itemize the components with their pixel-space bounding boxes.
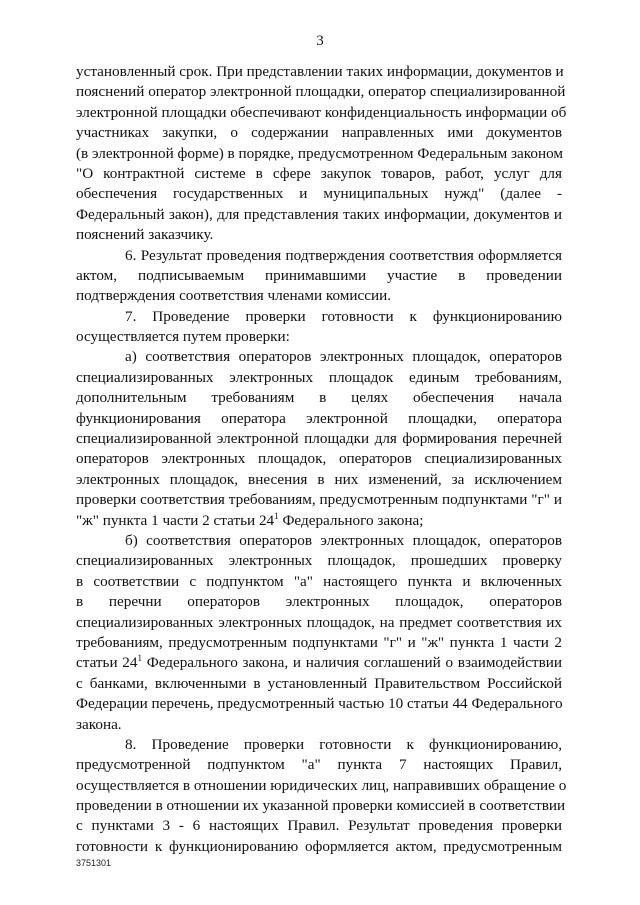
superscript-mark: 1 [274, 510, 279, 521]
text-line: специализированных электронных площадок, прошедших проверку [76, 552, 562, 570]
text-line: подтверждения соответствия членами комиссии. [76, 287, 392, 305]
page-number: 3 [316, 33, 324, 49]
text-line: проверки соответствия требованиям, предусмотренным подпунктами "г" и [76, 491, 562, 509]
text-line: дополнительным требованиям в целях обеспечения начала [76, 389, 562, 407]
text-segment: Федерального закона, и наличия соглашений о взаимодействии [142, 654, 562, 672]
text-line: закона. [76, 715, 122, 733]
text-line: "О контрактной системе в сфере закупок товаров, работ, услуг для [76, 164, 562, 182]
text-segment: статьи 24 [76, 654, 138, 672]
text-line: электронных площадок, внесения в них изменений, за исключением [76, 470, 562, 488]
text-line: пояснений оператор электронной площадки, оператор специализированной [76, 83, 566, 101]
text-line: специализированных электронных площадок единым требованиям, [76, 368, 562, 386]
document-code: 3751301 [76, 858, 112, 868]
text-line: осуществляется в отношении юридических лиц, направивших обращение о [76, 776, 567, 794]
subparagraph-b-start: б) соответствия операторов электронных площадок, операторов [125, 531, 562, 549]
text-line: электронной площадки обеспечивают конфиденциальность информации об [76, 103, 567, 121]
text-line: специализированных электронных площадок, на предмет соответствия их [76, 613, 562, 631]
document-body [76, 62, 567, 857]
text-line: проведении в отношении их указанной проверки комиссией в соответствии [76, 797, 566, 815]
text-line: Федерации перечень, предусмотренный частью 10 статьи 44 Федерального [76, 695, 563, 713]
text-line: пояснений заказчику. [76, 226, 214, 244]
text-line: участниках закупки, о содержании направленных ими документов [76, 124, 562, 142]
superscript-mark: 1 [137, 653, 142, 664]
text-segment: Федерального закона; [278, 511, 424, 529]
paragraph-7-start: 7. Проведение проверки готовности к функционированию [125, 307, 562, 325]
paragraph-6-start: 6. Результат проведения подтверждения соответствия оформляется [125, 246, 562, 264]
text-line: обеспечения государственных и муниципальных нужд" (далее - [76, 185, 562, 203]
text-line: в перечни операторов электронных площадок, операторов [76, 593, 562, 611]
text-line: Федеральный закон), для представления таких информации, документов и [76, 205, 562, 223]
text-segment: "ж" пункта 1 части 2 статьи 24 [76, 511, 275, 529]
text-line: в соответствии с подпунктом "а" настоящего пункта и включенных [76, 572, 562, 590]
text-line: (в электронной форме) в порядке, предусмотренном Федеральным законом [76, 144, 564, 162]
paragraph-8-start: 8. Проведение проверки готовности к функционированию, [125, 735, 562, 753]
text-line [76, 653, 562, 673]
text-line: готовности к функционированию оформляется актом, предусмотренным [76, 837, 562, 855]
text-line: специализированной электронной площадки для формирования перечней [76, 430, 562, 448]
text-line: требованиям, предусмотренным подпунктами "г" и "ж" пункта 1 части 2 [76, 633, 562, 651]
text-line: осуществляется путем проверки: [76, 328, 290, 346]
subparagraph-a-start: а) соответствия операторов электронных площадок, операторов [125, 348, 562, 366]
text-line: операторов электронных площадок, операторов специализированных [76, 450, 562, 468]
text-line: функционирования оператора электронной площадки, оператора [76, 409, 562, 427]
text-line: актом, подписываемым принимавшими участие в проведении [76, 266, 562, 284]
text-line [76, 511, 562, 531]
text-line: с банками, включенными в установленный Правительством Российской [76, 674, 562, 692]
text-line: предусмотренной подпунктом "а" пункта 7 настоящих Правил, [76, 756, 562, 774]
text-line: установленный срок. При представлении таких информации, документов и [76, 63, 564, 80]
text-line: с пунктами 3 - 6 настоящих Правил. Результат проведения проверки [76, 817, 562, 835]
